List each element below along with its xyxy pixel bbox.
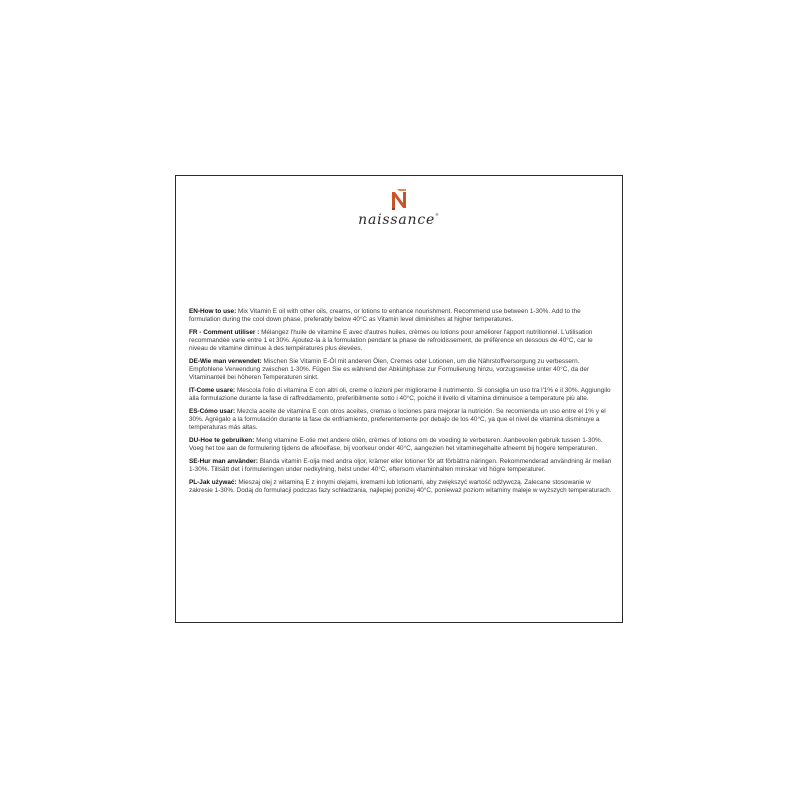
instruction-text: Mischen Sie Vitamin E-Öl mit anderen Ölen, Cremes oder Lotionen, um die Nährstoffversorgung zu verbessern. Empfohlene Verwendung zwischen 1-30%. Fügen Sie es während der Abkühlphase zur Formulierung hinzu, vorzugsweise unter 40°C, da der Vitaminanteil bei höheren Temperaturen sinkt. <box>189 358 590 382</box>
instruction-label: SE-Hur man använder: <box>189 458 258 466</box>
instruction-fr <box>189 329 612 354</box>
usage-instructions <box>189 308 612 500</box>
instruction-text: Mélangez l'huile de vitamine E avec d'autres huiles, crèmes ou lotions pour améliorer l'apport nutritionnel. L'utilisation recommandée varie entre 1 et 30%. Ajoutez-la à la formulation pendant la phase de refroidissement, de préférence en dessous de 40°C, car le niveau de vitamine diminue à des températures plus élevées. <box>189 328 593 353</box>
instruction-text: Blanda vitamin E-olja med andra oljor, krämer eller lotioner för att förbättra näringen. Rekommenderad användning är mellan 1-30%. Tillsätt det i formuleringen under nedkylning, helst under 40°C, eftersom vitaminhalten minskar vid högre temperaturer. <box>189 458 612 474</box>
instruction-text: Meng vitamine E-olie met andere oliën, crèmes of lotions om de voeding te verbeteren. Aanbevolen gebruik tussen 1-30%. Voeg het toe aan de formulering tijdens de afkoelfase, bij voorkeur onder 40°C, aangezien het vitaminegehalte afneemt bij hogere temperaturen. <box>189 437 603 453</box>
n-monogram-icon <box>390 188 408 210</box>
product-label-card <box>175 175 623 623</box>
instruction-text: Mescola l'olio di vitamina E con altri oli, creme o lozioni per migliorarne il nutrimento. Si consiglia un uso tra l'1% e il 30%. Aggiungilo alla formulazione durante la fase di raffreddamento, preferibilmente sotto i 40°C, poiché il livello di vitamina diminuisce a temperature più alte. <box>189 387 611 403</box>
brand-name: naissance <box>358 212 436 228</box>
instruction-text: Mix Vitamin E oil with other oils, creams, or lotions to enhance nourishment. Recommend use between 1-30%. Add to the formulation during the cool down phase, preferably below 40°C as Vitamin level diminishes at higher temperatures. <box>189 308 581 324</box>
instruction-es <box>189 408 612 433</box>
instruction-label: DE-Wie man verwendet: <box>189 358 262 366</box>
instruction-en <box>189 308 612 324</box>
instruction-de <box>189 358 612 383</box>
instruction-se <box>189 458 612 474</box>
brand-wordmark <box>176 212 622 228</box>
instruction-label: EN-How to use: <box>189 308 237 315</box>
instruction-it <box>189 387 612 403</box>
instruction-text: Mezcla aceite de vitamina E con otros aceites, cremas o lociones para mejorar la nutrición. Se recomienda un uso entre el 1% y el 30%. Agrégalo a la formulación durante la fase de enfriamiento, preferentemente por debajo de los 40°C, ya que el nivel de vitamina disminuye a temperaturas más altas. <box>189 408 606 432</box>
registered-mark: ® <box>435 212 440 217</box>
instruction-text: Mieszaj olej z witaminą E z innymi olejami, kremami lub lotionami, aby zwiększyć wartość odżywczą. Zalecane stosowanie w zakresie 1-30%. Dodaj do formulacji podczas fazy schładzania, najlepiej poniżej 40°C, ponieważ poziom witaminy maleje w wyższych temperaturach. <box>189 478 612 495</box>
instruction-pl <box>189 479 612 495</box>
instruction-label: IT-Come usare: <box>189 387 236 395</box>
brand-logo <box>176 188 622 228</box>
instruction-du <box>189 437 612 453</box>
instruction-label: PL-Jak używać: <box>189 478 237 486</box>
instruction-label: FR - Comment utiliser : <box>189 328 260 336</box>
instruction-label: ES-Cómo usar: <box>189 408 236 416</box>
instruction-label: DU-Hoe te gebruiken: <box>189 437 255 445</box>
